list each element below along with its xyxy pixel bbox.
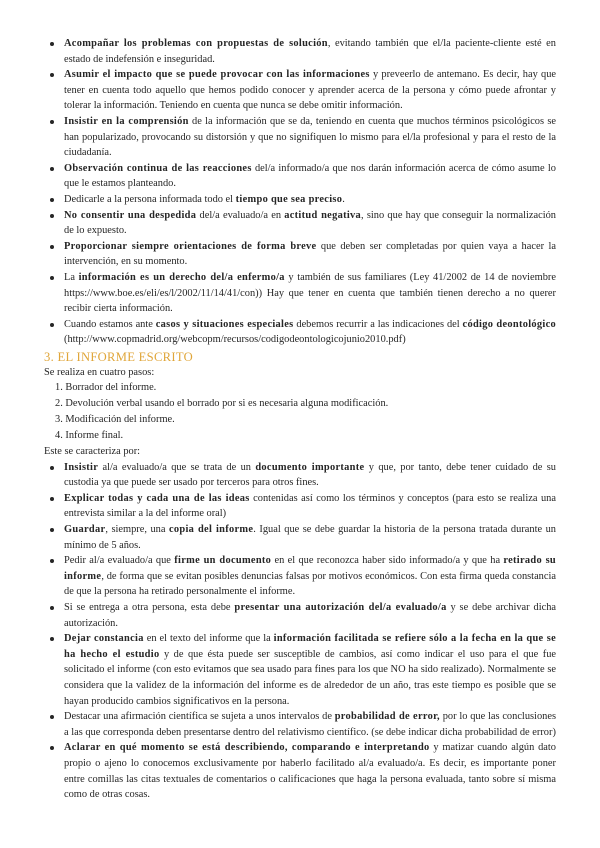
report-trait-item: [44, 740, 556, 802]
recommendation-item: [44, 161, 556, 192]
bold-phrase: código deontológico: [462, 318, 556, 330]
report-trait-item: [44, 709, 556, 740]
text-run: Destacar una afirmación científica se sujeta a unos intervalos de: [64, 711, 335, 723]
text-run: y matizar cuando algún dato propio o ajeno lo conocemos exclusivamente por haberlo facilitado al/a evaluado/a. Es decir, es importante poner entre comillas las citas textuales de comentarios o calificaciones que haga la persona evaluada, tanto sobre sí misma como de otras cosas.: [64, 742, 556, 801]
text-run: Pedir al/a evaluado/a que: [64, 555, 175, 567]
text-run: y también de sus familiares (Ley 41/2002 de 14 de noviembre https://www.boe.es/eli/es/l/2002/11/14/41/con)) Hay que tener en cuenta que también tienen derecho a no querer recibir cierta información.: [64, 271, 556, 315]
bold-phrase: Guardar: [64, 524, 106, 536]
bold-phrase: casos y situaciones especiales: [155, 318, 294, 330]
bold-phrase: Proporcionar siempre orientaciones de forma breve: [64, 240, 317, 252]
bold-phrase: Acompañar los problemas con propuestas de solución: [64, 38, 328, 49]
bold-phrase: documento importante: [255, 461, 365, 473]
text-run: , sino que hay que conseguir la normalización de lo expuesto.: [64, 209, 557, 237]
bold-phrase: información facilitada se refiere sólo a la fecha en la que se ha hecho el estudio: [64, 633, 556, 660]
bold-phrase: actitud negativa: [284, 209, 362, 221]
report-traits-list: [44, 460, 556, 803]
text-run: del/a informado/a que nos darán información acerca de cómo asume lo que le estamos planteando.: [64, 162, 556, 190]
text-run: y que, por tanto, debe tener cuidado de su custodia ya que puede ser usado por terceros para otros fines.: [64, 461, 556, 489]
traits-intro: Este se caracteriza por:: [44, 446, 141, 458]
bold-phrase: Insistir: [64, 461, 99, 473]
bold-phrase: Dejar constancia: [64, 633, 144, 645]
report-trait-item: [44, 460, 556, 491]
recommendation-item: [44, 317, 556, 348]
text-run: debemos recurrir a las indicaciones del: [293, 318, 463, 330]
bold-phrase: información es un derecho del/a enfermo/a: [78, 271, 285, 283]
recommendation-item: [44, 67, 556, 114]
recommendation-item: [44, 36, 556, 67]
text-run: y de que ésta puede ser susceptible de cambios, así como indicar el uso para el que fue solicitado el informe (con esto evitamos que sea usado para fines para los que NO ha sido realizado). Normalmente se considera que la validez de la información del informe es de alrededor de un año, tras este tiempo es posible que se hayan producido cambios significativos en la persona.: [64, 648, 556, 707]
bold-phrase: Explicar todas y cada una de las ideas: [64, 492, 250, 504]
text-run: Dedicarle a la persona informada todo el: [64, 193, 236, 205]
text-run: por lo que las conclusiones a las que corresponda deben presentarse dentro del relativismo científico. (se debe indicar dicha probabilidad de error): [64, 711, 556, 738]
text-run: en el que reconozca haber sido informado/a y que ha: [271, 555, 504, 567]
step-item: 1. Borrador del informe.: [55, 382, 157, 394]
bold-phrase: firme un documento: [174, 555, 272, 567]
text-run: en el texto del informe que la: [143, 633, 274, 645]
bold-phrase: copia del informe: [169, 524, 254, 536]
text-run: y preveerlo de antemano. Es decir, hay que tener en cuenta todo aquello que hemos podido conocer y aprender acerca de la persona y cómo puede afrontar y tolerar la información. Teniendo en cuenta que nunca se debe omitir información.: [64, 69, 556, 112]
text-run: contenidas así como los términos y conceptos (para esto se realiza una entrevista similar a la del informe oral): [64, 492, 556, 520]
report-trait-item: [44, 553, 556, 600]
text-run: , de forma que se evitan posibles denuncias falsas por motivos económicos. Con esta firma queda constancia de que la persona ha retirado personalmente el informe.: [64, 570, 556, 598]
bold-phrase: tiempo que sea preciso: [235, 193, 343, 205]
recommendation-item: [44, 208, 556, 239]
steps-list: [44, 380, 556, 444]
section-heading: 3. EL INFORME ESCRITO: [44, 349, 194, 364]
text-run: , siempre, una: [105, 524, 169, 536]
report-trait-item: [44, 522, 556, 553]
bold-phrase: Observación continua de las reacciones: [64, 162, 252, 174]
bold-phrase: probabilidad de error,: [334, 711, 440, 723]
text-run: .: [342, 193, 345, 205]
recommendation-item: [44, 114, 556, 161]
report-trait-item: [44, 491, 556, 522]
step-item: 2. Devolución verbal usando el borrado por si es necesaria alguna modificación.: [55, 398, 389, 410]
bold-phrase: Aclarar en qué momento se está describiendo, comparando e interpretando: [64, 742, 430, 754]
text-run: y se debe archivar dicha autorización.: [64, 602, 556, 629]
recommendation-item: [44, 239, 556, 270]
text-run: La: [64, 271, 79, 283]
bold-phrase: Asumir el impacto que se puede provocar con las informaciones: [64, 69, 370, 81]
text-run: del/a evaluado/a en: [196, 209, 285, 221]
step-item: 3. Modificación del informe.: [55, 414, 175, 426]
recommendation-item: [44, 192, 556, 208]
text-run: al/a evaluado/a que se trata de un: [98, 461, 256, 473]
recommendation-item: [44, 270, 556, 317]
bold-phrase: presentar una autorización del/a evaluado/a: [234, 602, 447, 614]
text-run: Si se entrega a otra persona, esta debe: [64, 602, 235, 614]
steps-intro: Se realiza en cuatro pasos:: [44, 366, 155, 378]
report-trait-item: [44, 600, 556, 631]
step-item: 4. Informe final.: [55, 430, 124, 442]
text-run: . Igual que se debe guardar la historia de la persona tratada durante un mínimo de 5 años.: [64, 524, 556, 551]
text-run: que deben ser completadas por quien vaya a hacer la intervención, en su momento.: [64, 240, 556, 268]
text-run: (http://www.copmadrid.org/webcopm/recursos/codigodeontologicojunio2010.pdf): [64, 334, 406, 346]
text-run: , evitando también que el/la paciente-cliente esté en estado de indefensión e inseguridad.: [64, 38, 556, 65]
text-run: de la información que se da, teniendo en cuenta que muchos términos psicológicos se han popularizado, provocando su distorsión y que no signifiquen lo mismo para el/la profesional y para el resto de la ciudadanía.: [64, 115, 557, 159]
bold-phrase: retirado su informe: [64, 555, 557, 582]
bold-phrase: No consentir una despedida: [64, 209, 197, 221]
recommendations-list: [44, 36, 556, 348]
text-run: Cuando estamos ante: [64, 318, 156, 330]
report-trait-item: [44, 631, 556, 709]
bold-phrase: Insistir en la comprensión: [64, 115, 189, 127]
